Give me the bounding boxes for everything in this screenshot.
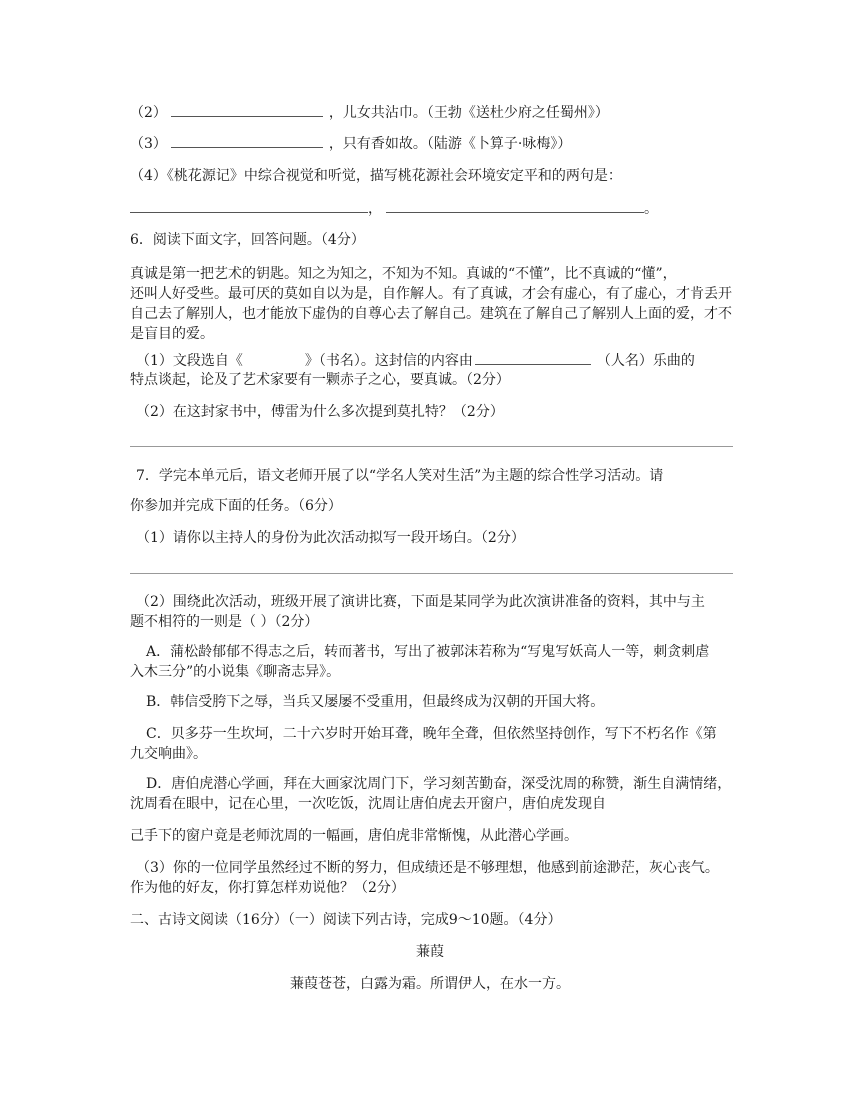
q7-option-a-line1: A．蒲松龄郁郁不得志之后，转而著书，写出了被郭沫若称为“写鬼写妖高人一等，刺贪刺虐 (146, 644, 710, 660)
q6-sub2-answer-line[interactable] (130, 446, 733, 447)
q7-option-c-line1: C．贝多芬一生坎坷，二十六岁时开始耳聋，晚年全聋，但依然坚持创作，写下不朽名作《第 (146, 726, 717, 742)
q5-item-4-answer-blank-1[interactable] (130, 198, 368, 213)
q7-option-c-line2: 九交响曲》。 (130, 746, 207, 762)
q6-passage-line-1: 真诚是第一把艺术的钥匙。知之为知之，不知为不知。真诚的“不懂”，比不真诚的“懂”， (130, 266, 677, 282)
q5-item-2-answer-blank[interactable] (171, 102, 323, 117)
q7-option-d-line1: D．唐伯虎潜心学画，拜在大画家沈周门下，学习刻苦勤奋，深受沈周的称赞，渐生自满情绪， (146, 776, 732, 792)
q7-sub3-line1: （3）你的一位同学虽然经过不断的努力，但成绩还是不够理想，他感到前途渺茫，灰心丧气。 (136, 860, 719, 876)
q6-passage-line-4: 是盲目的爱。 (130, 326, 214, 342)
q5-item-4-answer-row (130, 198, 658, 219)
q6-sub1-name-blank[interactable] (475, 350, 591, 365)
q7-title-line2: 你参加并完成下面的任务。（6分） (130, 498, 342, 514)
poem-line-1: 蒹葭苍苍，白露为霜。所谓伊人，在水一方。 (290, 976, 570, 992)
q5-item-2-text: ，儿女共沾巾。（王勃《送杜少府之任蜀州》） (328, 105, 609, 121)
q5-item-3 (130, 133, 571, 154)
q6-sub2: （2）在这封家书中，傅雷为什么多次提到莫扎特？（2分） (136, 404, 504, 420)
q7-sub1-answer-line[interactable] (130, 573, 733, 574)
section2-heading: 二、古诗文阅读（16分）（一）阅读下列古诗，完成9～10题。（4分） (130, 912, 562, 928)
q7-sub3-line2: 作为他的好友，你打算怎样劝说他？（2分） (130, 880, 405, 896)
q7-title-line1: 7．学完本单元后，语文老师开展了以“学名人笑对生活”为主题的综合性学习活动。请 (136, 468, 664, 484)
q7-sub1: （1）请你以主持人的身份为此次活动拟写一段开场白。（2分） (136, 530, 525, 546)
q6-passage-line-2: 还叫人好受些。最可厌的莫如自以为是，自作解人。有了真诚，才会有虚心，有了虚心，才肯丢开 (130, 286, 732, 302)
q7-option-b: B．韩信受胯下之辱，当兵又屡屡不受重用，但最终成为汉朝的开国大将。 (146, 694, 605, 710)
q5-item-4-separator: ， (368, 201, 382, 217)
q7-option-a-line2: 入木三分”的小说集《聊斋志异》。 (130, 664, 341, 680)
q7-option-d-line3: 己手下的窗户竟是老师沈周的一幅画，唐伯虎非常惭愧，从此潜心学画。 (130, 828, 578, 844)
q5-item-2 (130, 102, 609, 123)
q5-item-3-answer-blank[interactable] (171, 133, 323, 148)
q7-option-d-line2: 沈周看在眼中，记在心里，一次吃饭，沈周让唐伯虎去开窗户，唐伯虎发现自 (130, 796, 606, 812)
q5-item-4-end: 。 (644, 201, 658, 217)
q6-sub1-line2: 特点谈起，论及了艺术家要有一颗赤子之心，要真诚。（2分） (130, 372, 510, 388)
q5-item-3-text: ，只有香如故。（陆游《卜算子·咏梅》） (328, 136, 572, 152)
q6-passage-line-3: 自己去了解别人，也才能放下虚伪的自尊心去了解自己。建筑在了解自己了解别人上面的爱，才不 (130, 306, 732, 322)
q6-sub1-part-a: （1）文段选自《 (136, 353, 243, 369)
q6-sub1-part-c: （人名）乐曲的 (596, 353, 695, 369)
q7-sub2-line1: （2）围绕此次活动，班级开展了演讲比赛，下面是某同学为此次演讲准备的资料，其中与主 (136, 594, 705, 610)
q6-title: 6．阅读下面文字，回答问题。（4分） (130, 232, 365, 248)
q6-sub1-line1 (136, 350, 695, 371)
q5-item-4-answer-blank-2[interactable] (386, 198, 644, 213)
q5-item-2-number: （2） (130, 105, 167, 121)
q5-item-3-number: （3） (130, 136, 167, 152)
q6-sub1-part-b: 》（书名）。这封信的内容由 (304, 353, 473, 369)
q5-item-4: （4）《桃花源记》中综合视觉和听觉，描写桃花源社会环境安定平和的两句是： (130, 168, 622, 184)
poem-title: 蒹葭 (416, 944, 444, 960)
q7-sub2-line2: 题不相符的一则是（ ）（2分） (130, 614, 319, 630)
